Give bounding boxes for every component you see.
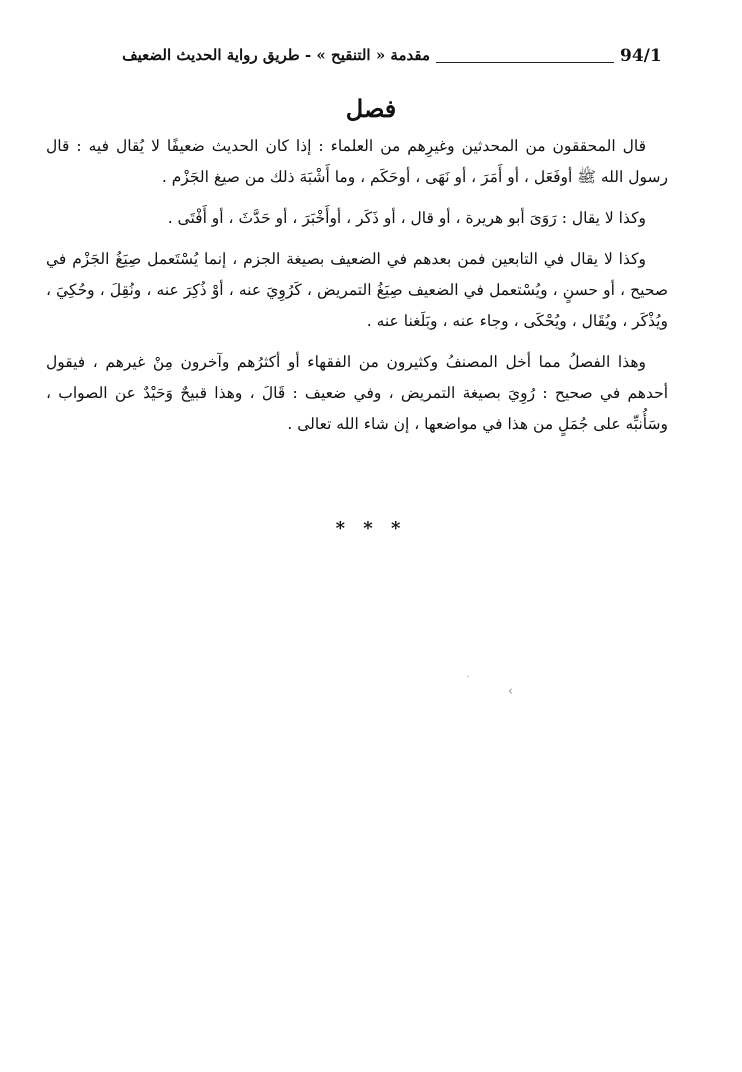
section-heading: فصل <box>345 94 397 123</box>
paragraph-4: وهذا الفصلُ مما أخل المصنفُ وكثيرون من الفقهاء أو أكثرُهم وآخرون مِنْ غيرهم ، فيقول أحدهم في صحيح : رُوِيَ بصيغة التمريض ، وفي ضعيف : قَالَ ، وهذا قبيحٌ وَحَيْدٌ عن الصواب ، وسَأُنبِّه على جُمَلٍ من هذا في مواضعها ، إن شاء الله تعالى . <box>46 353 668 433</box>
section-separator: * * * <box>335 518 407 539</box>
page-header <box>46 44 670 74</box>
header-rule <box>436 62 614 63</box>
page-number: 94/1 <box>620 46 662 66</box>
paragraph-2: وكذا لا يقال : رَوَىَ أبو هريرة ، أو قال ، أو ذَكَر ، أوأَخْبَرَ ، أو حَدَّثَ ، أو أَفْتَى . <box>167 209 646 227</box>
scan-speck: ˋ <box>466 676 471 687</box>
body-text <box>46 131 668 450</box>
paragraph-3: وكذا لا يقال في التابعين فمن بعدهم في الضعيف بصيغة الجزم ، إنما يُسْتَعمل صِيَغُ الجَزْم في صحيح ، أو حسنٍ ، ويُسْتعمل في الضعيف صِيَغُ التمريض ، كَرُوِيَ عنه ، أوْ ذُكِرَ عنه ، ونُقِلَ ، وحُكِيَ ، ويُذْكَر ، ويُقَال ، ويُحْكَى ، وجاء عنه ، وبَلَغنا عنه . <box>46 250 668 330</box>
running-title: مقدمة « التنقيح » - طريق رواية الحديث الضعيف <box>122 46 430 64</box>
paragraph-1: قال المحققون من المحدثين وغيرِهم من العلماء : إذا كان الحديث ضعيفًا لا يُقال فيه : قال رسول الله ﷺ أوفَعَل ، أو أَمَرَ ، أو نَهَى ، أوحَكَم ، وما أَشْبَهَ ذلك من صيغ الجَزْم . <box>46 137 668 186</box>
scan-speck: ‹ <box>508 684 514 699</box>
